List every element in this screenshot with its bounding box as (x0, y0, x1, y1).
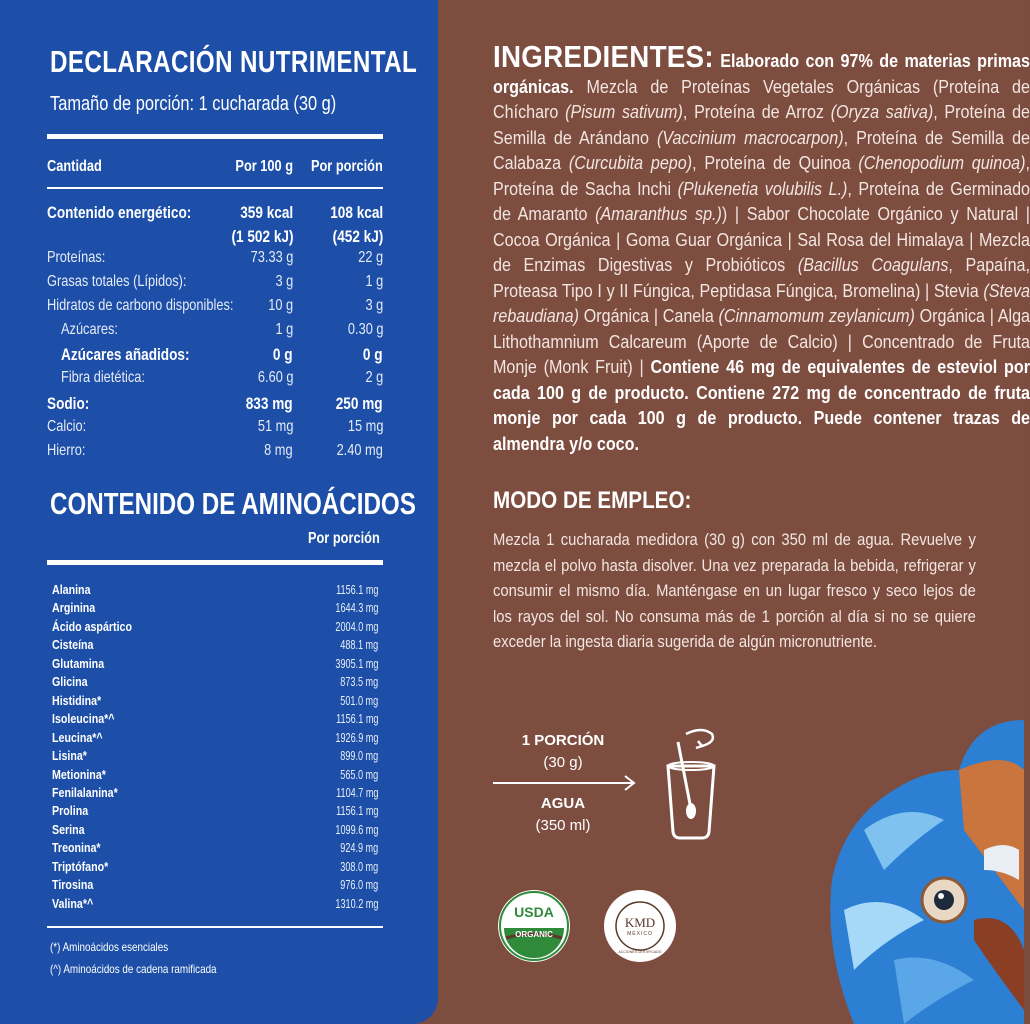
scientific-name: (Steva rebaudiana) (493, 280, 1030, 326)
amino-name: Lisina* (52, 748, 87, 764)
amino-name: Glicina (52, 674, 88, 690)
amino-row (52, 785, 378, 803)
nutrient-per-serving: 2.40 mg (336, 442, 383, 459)
portion-amount: (30 g) (543, 754, 583, 771)
nutrient-per100: 1 g (275, 321, 293, 338)
amino-name: Fenilalanina* (52, 784, 118, 800)
nutrient-per100: 73.33 g (250, 249, 293, 266)
amino-per-serving-header: Por porción (308, 530, 380, 547)
amino-name: Histidina* (52, 692, 102, 708)
nutrient-per100: 833 mg (246, 394, 293, 413)
nutrient-per-serving: 1 g (365, 273, 383, 290)
nutrient-row (47, 249, 383, 273)
amino-name: Arginina (52, 600, 96, 616)
amino-name: Triptófano* (52, 858, 109, 874)
nutrition-panel (0, 0, 438, 1024)
amino-row (52, 600, 378, 618)
energy-kj-per-serving: (452 kJ) (332, 227, 383, 246)
nutrient-per-serving: 250 mg (336, 394, 383, 413)
scientific-name: (Curcubita pepo) (568, 153, 693, 173)
nutrient-per-serving: 3 g (365, 297, 383, 314)
energy-kj-per100: (1 502 kJ) (231, 227, 293, 246)
nutrient-label: Azúcares añadidos: (61, 345, 190, 364)
header-amount: Cantidad (47, 158, 102, 175)
ingredients-part: Orgánica | Alga Lithothamnium Calcareum (Aporte de Calcio) | Concentrado de Fruta Monje (Monk Fruit) | (493, 306, 1030, 377)
nutrient-per-serving: 15 mg (347, 418, 383, 435)
nutrient-row (47, 369, 383, 393)
arrow-icon (488, 770, 648, 800)
ingredients-part: , Proteína de Semilla de Arándano (493, 102, 1030, 148)
nutrient-row (47, 273, 383, 297)
amino-row (52, 730, 378, 748)
glass-with-spoon-icon (656, 724, 726, 842)
energy-per100: 359 kcal (240, 203, 293, 222)
usage-text: Mezcla 1 cucharada medidora (30 g) con 350 ml de agua. Revuelve y mezcla el polvo hasta disolver. Una vez preparada la bebida, refrigerar y consumir el mismo día. Manténgase en un lugar fresco y seco lejos de los rayos del sol. No consuma más de 1 porción al día si no se quiere exceder la ingesta diaria sugerida de algún micronutriente. (493, 530, 976, 651)
portion-label: 1 PORCIÓN (521, 732, 605, 749)
ingredients-part: ) | Sabor Chocolate Orgánico y Natural | Cocoa Orgánica | Goma Guar Orgánica | Sal Rosa del Himalaya | Mezcla de Enzimas Digestivas y Probióticos (493, 204, 1030, 275)
divider (47, 926, 383, 928)
amino-name: Tirosina (52, 877, 94, 893)
usda-text: USDA (514, 904, 554, 920)
ingredients-part: , Proteína de Semilla de Calabaza (493, 127, 1030, 173)
nutrient-per100: 10 g (268, 297, 293, 314)
amino-value: 1156.1 mg (335, 803, 378, 819)
scientific-name: (Bacillus Coagulans (797, 255, 949, 275)
ingredients-text (493, 39, 1030, 457)
ingredients-part: , Proteína de Germinado de Amaranto (493, 178, 1030, 224)
energy-row (47, 203, 383, 227)
amino-row (52, 637, 378, 655)
amino-value: 308.0 mg (340, 858, 378, 874)
usage-title: MODO DE EMPLEO: (493, 487, 692, 514)
amino-row (52, 877, 378, 895)
amino-value: 501.0 mg (340, 692, 378, 708)
scientific-name: (Plukenetia volubilis L.) (677, 178, 848, 199)
ingredients-part: Orgánica | Canela (578, 306, 719, 326)
nutrient-per-serving: 2 g (365, 369, 383, 386)
organic-text: ORGANIC (515, 930, 553, 939)
amino-value: 1099.6 mg (334, 821, 378, 837)
energy-kj-row (47, 227, 383, 251)
amino-value: 873.5 mg (340, 674, 378, 690)
nutrient-per100: 51 mg (257, 418, 293, 435)
scientific-name: (Vaccinium macrocarpon) (657, 127, 844, 148)
scientific-name: (Chenopodium quinoa) (858, 153, 1026, 173)
amino-row (52, 619, 378, 637)
amino-row (52, 767, 378, 785)
ingredients-panel (438, 0, 1030, 1024)
nutrient-label: Hierro: (47, 442, 86, 459)
nutrient-label: Calcio: (47, 418, 87, 435)
amino-name: Glutamina (52, 655, 105, 671)
footnote: (^) Aminoácidos de cadena ramificada (50, 962, 217, 976)
amino-value: 976.0 mg (340, 877, 378, 893)
header-per-serving: Por porción (311, 158, 383, 175)
nutrient-per100: 6.60 g (257, 369, 293, 386)
energy-per-serving: 108 kcal (330, 203, 383, 222)
amino-value: 1156.1 mg (335, 711, 378, 727)
nutrient-label: Fibra dietética: (61, 369, 145, 386)
amino-row (52, 656, 378, 674)
amino-value: 1156.1 mg (335, 582, 378, 597)
amino-name: Isoleucina*^ (52, 711, 115, 727)
amino-name: Metionina* (52, 766, 106, 782)
nutrient-per-serving: 22 g (358, 249, 383, 266)
amino-row (52, 840, 378, 858)
nutrient-label: Azúcares: (61, 321, 118, 338)
nutrient-row (47, 418, 383, 442)
serving-size: Tamaño de porción: 1 cucharada (30 g) (50, 93, 337, 115)
amino-name: Valina*^ (52, 895, 94, 911)
scientific-name: (Oryza sativa) (830, 102, 934, 122)
ingredients-title: INGREDIENTES: (493, 39, 714, 74)
amino-title: CONTENIDO DE AMINOÁCIDOS (50, 486, 416, 521)
water-label: AGUA (540, 795, 586, 812)
amino-value: 899.0 mg (340, 748, 378, 764)
kmd-ring-text: ACCIONES CERTIFICADO (618, 950, 662, 954)
scientific-name: (Amaranthus sp.) (595, 204, 722, 224)
water-amount: (350 ml) (535, 817, 591, 834)
amino-row (52, 748, 378, 766)
amino-value: 2004.0 mg (334, 618, 378, 634)
amino-row (52, 859, 378, 877)
kmd-sub: MÉXICO (627, 931, 653, 937)
nutrient-row (47, 297, 383, 321)
amino-value: 1926.9 mg (334, 729, 378, 745)
amino-name: Leucina*^ (52, 729, 103, 745)
nutrient-per100: 0 g (273, 345, 293, 364)
amino-row (52, 896, 378, 914)
ingredients-part: Mezcla de Proteínas Vegetales Orgánicas (Proteína de Chícharo (493, 76, 1030, 122)
nutrition-title: DECLARACIÓN NUTRIMENTAL (50, 44, 418, 79)
nutrient-row (47, 321, 383, 345)
amino-row (52, 582, 378, 600)
ingredients-bold-note: Contiene 46 mg de equivalentes de esteviol por cada 100 g de producto. Contiene 272 mg de concentrado de fruta monje por cada 100 g de producto. Puede contener trazas de almendra y/o coco. (493, 357, 1030, 454)
nutrient-per100: 8 mg (264, 442, 293, 459)
amino-name: Cisteína (52, 637, 94, 653)
ingredients-intro: Elaborado con 97% de materias primas orgánicas. (493, 51, 1030, 97)
amino-row (52, 711, 378, 729)
ingredients-part: , Proteína de Quinoa (692, 153, 859, 173)
amino-value: 3905.1 mg (334, 655, 378, 671)
amino-name: Alanina (52, 582, 91, 597)
header-per100: Por 100 g (235, 158, 293, 175)
kmd-badge (604, 890, 676, 962)
divider (47, 560, 383, 565)
amino-value: 1104.7 mg (335, 784, 378, 800)
ingredients-part: , Proteína de Sacha Inchi (493, 153, 1030, 199)
nutrient-label: Sodio: (47, 394, 90, 413)
amino-name: Prolina (52, 803, 89, 819)
nutrient-per-serving: 0 g (363, 345, 383, 364)
ingredients-part: , Proteína de Arroz (682, 102, 831, 122)
amino-name: Treonina* (52, 840, 101, 856)
amino-row (52, 803, 378, 821)
amino-row (52, 674, 378, 692)
amino-row (52, 822, 378, 840)
amino-value: 488.1 mg (340, 637, 378, 653)
bird-illustration (824, 710, 1024, 1024)
nutrient-row (47, 345, 383, 369)
amino-value: 1310.2 mg (334, 895, 378, 911)
divider (47, 187, 383, 189)
amino-name: Serina (52, 821, 85, 837)
nutrient-label: Hidratos de carbono disponibles: (47, 297, 234, 314)
energy-label: Contenido energético: (47, 203, 192, 222)
kmd-text: KMD (624, 915, 656, 930)
scientific-name: (Pisum sativum) (565, 102, 683, 122)
footnote: (*) Aminoácidos esenciales (50, 940, 169, 954)
divider (47, 134, 383, 139)
scientific-name: (Cinnamomum zeylanicum) (718, 306, 915, 326)
nutrient-row (47, 442, 383, 466)
nutrient-label: Proteínas: (47, 249, 106, 266)
amino-row (52, 693, 378, 711)
nutrient-row (47, 394, 383, 418)
amino-value: 565.0 mg (340, 766, 378, 782)
ingredients-part: , Papaína, Proteasa Tipo I y II Fúngica, Peptidasa Fúngica, Bromelina) | Stevia (493, 255, 1030, 301)
nutrient-label: Grasas totales (Lípidos): (47, 273, 187, 290)
nutrient-per100: 3 g (275, 273, 293, 290)
nutrient-per-serving: 0.30 g (347, 321, 383, 338)
amino-name: Ácido aspártico (52, 618, 132, 634)
amino-value: 924.9 mg (340, 840, 378, 856)
usda-organic-badge (498, 890, 570, 962)
amino-value: 1644.3 mg (334, 600, 378, 616)
